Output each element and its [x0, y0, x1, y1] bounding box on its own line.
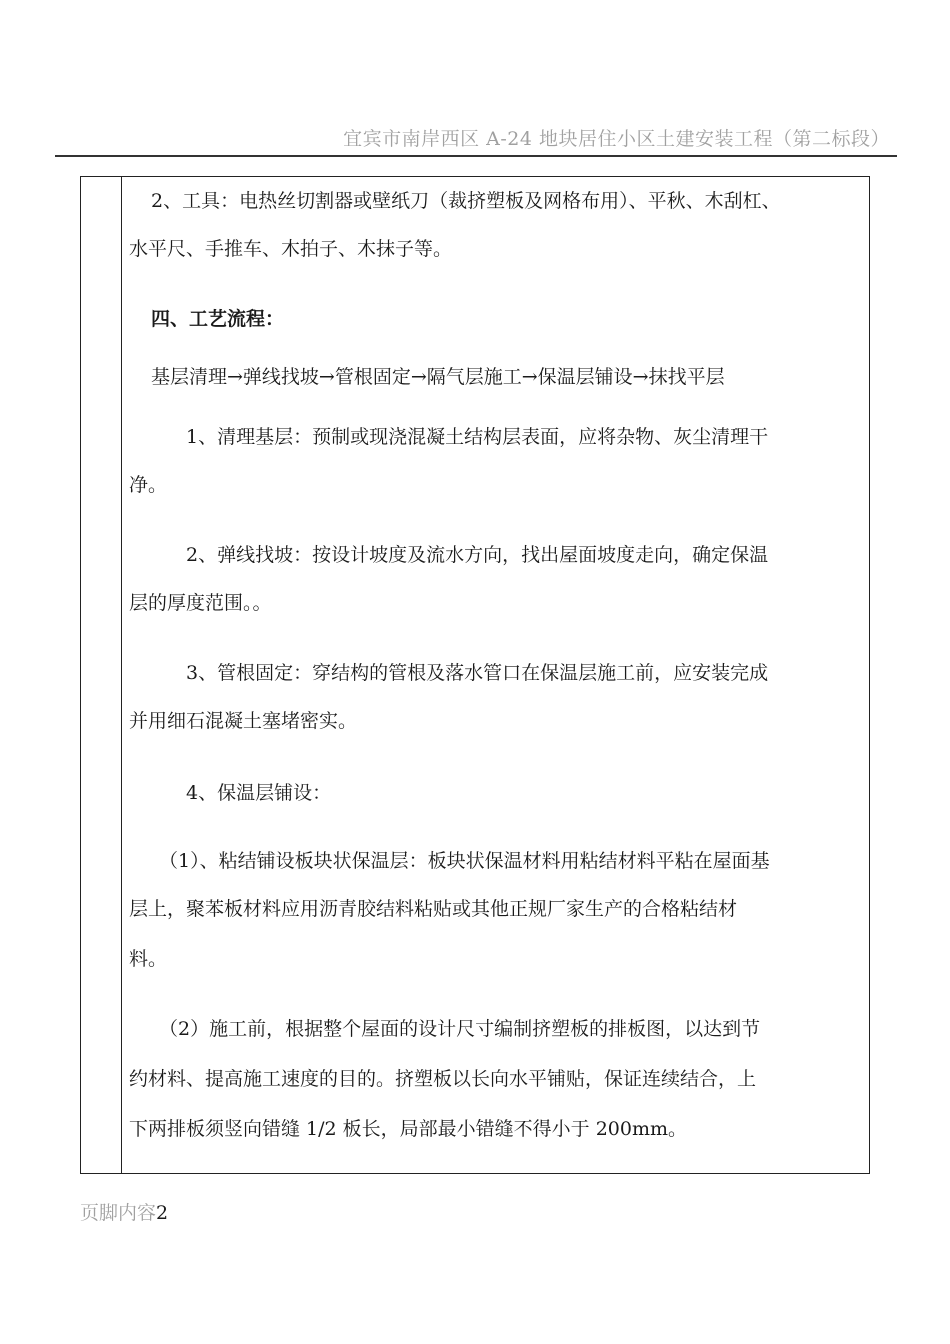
- sub1-line-2: 层上，聚苯板材料应用沥青胶结料粘贴或其他正规厂家生产的合格粘结材: [129, 898, 738, 920]
- sub1-line-3: 料。: [129, 948, 168, 970]
- footer-page-number: 2: [156, 1202, 169, 1224]
- page-header-title: 宜宾市南岸西区 A-24 地块居住小区土建安装工程（第二标段）: [343, 128, 890, 150]
- tools-line-1: 2、工具：电热丝切割器或壁纸刀（裁挤塑板及网格布用）、平秋、木刮杠、: [151, 190, 781, 212]
- step2-line-1: 2、弹线找坡：按设计坡度及流水方向，找出屋面坡度走向，确定保温: [186, 544, 769, 566]
- sub1-line-1: （1）、粘结铺设板块状保温层：板块状保温材料用粘结材料平粘在屋面基: [159, 850, 770, 872]
- process-flow: 基层清理→弹线找坡→管根固定→隔气层施工→保温层铺设→抹找平层: [151, 366, 725, 388]
- step2-line-2: 层的厚度范围。。: [129, 592, 272, 614]
- step3-line-2: 并用细石混凝土塞堵密实。: [129, 710, 358, 732]
- sub2-line-1: （2）施工前，根据整个屋面的设计尺寸编制挤塑板的排板图，以达到节: [159, 1018, 761, 1040]
- sub2-line-3: 下两排板须竖向错缝 1/2 板长，局部最小错缝不得小于 200mm。: [129, 1118, 687, 1140]
- tools-line-2: 水平尺、手推车、木拍子、木抹子等。: [129, 238, 453, 260]
- table-column-divider: [121, 177, 122, 1173]
- footer-label: 页脚内容: [80, 1202, 157, 1224]
- step1-line-2: 净。: [129, 474, 168, 496]
- section-heading: 四、工艺流程：: [151, 308, 285, 330]
- sub2-line-2: 约材料、提高施工速度的目的。挤塑板以长向水平铺贴，保证连续结合，上: [129, 1068, 757, 1090]
- content-table: [80, 176, 870, 1174]
- page-footer: [80, 1198, 168, 1225]
- step1-line-1: 1、清理基层：预制或现浇混凝土结构层表面，应将杂物、灰尘清理干: [186, 426, 769, 448]
- step4-heading: 4、保温层铺设：: [186, 782, 332, 804]
- header-divider: [55, 155, 897, 157]
- step3-line-1: 3、管根固定：穿结构的管根及落水管口在保温层施工前，应安装完成: [186, 662, 769, 684]
